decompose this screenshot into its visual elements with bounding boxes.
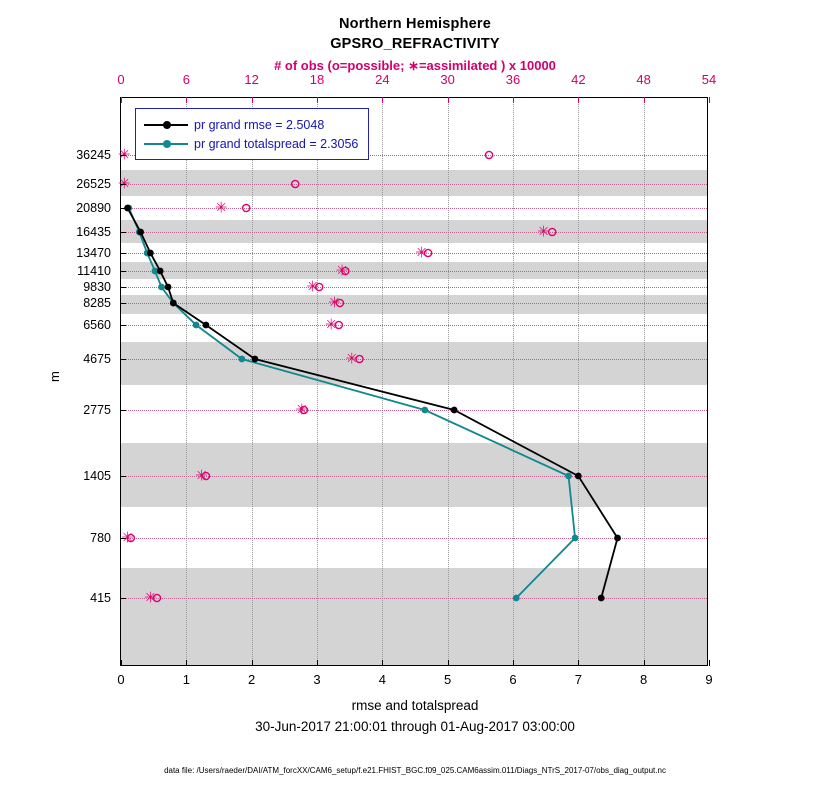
x-tick-label: 7 (574, 672, 582, 687)
assimilated-obs-marker: ✳ (537, 223, 550, 241)
top-x-tick-label: 36 (505, 72, 521, 87)
series-marker (451, 407, 458, 414)
y-tick-label: 9830 (83, 280, 111, 294)
series-line (129, 208, 575, 598)
y-tickmark (120, 232, 126, 233)
assimilated-obs-marker: ✳ (214, 199, 228, 217)
x-tickmark (382, 660, 383, 666)
y-tickmark (120, 208, 126, 209)
top-axis-label: # of obs (o=possible; ∗=assimilated ) x 10000 (274, 58, 556, 73)
series-marker (193, 322, 200, 329)
series-marker (238, 356, 245, 363)
x-tickmark (448, 660, 449, 666)
series-marker (147, 250, 154, 257)
assimilated-obs-marker: ✳ (144, 589, 157, 607)
series-marker (421, 407, 428, 414)
top-x-tick-label: 54 (701, 72, 717, 87)
y-tickmark (120, 410, 126, 411)
assimilated-obs-marker: ✳ (335, 262, 349, 280)
y-tickmark (120, 155, 126, 156)
y-tickmark (120, 287, 126, 288)
series-marker (157, 268, 164, 275)
assimilated-obs-marker: ✳ (306, 278, 319, 296)
top-x-tickmark (578, 97, 579, 103)
series-marker (572, 535, 579, 542)
top-x-tickmark (382, 97, 383, 103)
assimilated-obs-marker: ✳ (324, 316, 338, 334)
x-tick-label: 3 (313, 672, 321, 687)
assimilated-obs-marker: ✳ (195, 467, 208, 485)
series-marker (614, 535, 621, 542)
y-tick-label: 2775 (83, 403, 111, 417)
x-tick-label: 1 (182, 672, 190, 687)
top-x-tick-label: 24 (375, 72, 390, 87)
x-axis-label: rmse and totalspread (351, 698, 479, 713)
assimilated-obs-marker: ✳ (345, 350, 359, 368)
top-x-tick-label: 48 (636, 72, 651, 87)
top-x-tickmark (186, 97, 187, 103)
x-tick-label: 4 (378, 672, 386, 687)
x-tick-label: 2 (248, 672, 256, 687)
top-x-tick-label: 12 (244, 72, 259, 87)
chart-legend (135, 108, 369, 160)
x-tickmark (578, 660, 579, 666)
x-tickmark (709, 660, 710, 666)
series-marker (598, 595, 605, 602)
top-x-tickmark (448, 97, 449, 103)
y-tick-label: 36245 (76, 148, 111, 162)
y-tickmark (120, 253, 126, 254)
legend-item-rmse (144, 115, 358, 134)
title-line-2: GPSRO_REFRACTIVITY (330, 36, 500, 52)
y-tickmark (120, 359, 126, 360)
top-x-tickmark (709, 97, 710, 103)
possible-obs-marker (292, 180, 299, 187)
y-tick-label: 8285 (83, 296, 111, 310)
y-tickmark (120, 271, 126, 272)
legend-item-totalspread (144, 134, 358, 153)
assimilated-obs-marker: ✳ (295, 401, 309, 419)
top-x-tickmark (317, 97, 318, 103)
series-marker (158, 284, 165, 291)
assimilated-obs-marker: ✳ (415, 244, 428, 262)
chart-subtitle: 30-Jun-2017 21:00:01 through 01-Aug-2017 03:00:00 (255, 719, 575, 734)
series-marker (252, 356, 259, 363)
series-line (128, 208, 618, 598)
possible-obs-marker (485, 151, 492, 158)
y-tickmark (120, 303, 126, 304)
possible-obs-marker (243, 204, 250, 211)
top-x-tick-label: 18 (309, 72, 325, 87)
y-tick-label: 415 (90, 591, 111, 605)
series-marker (170, 300, 177, 307)
y-tick-label: 20890 (76, 201, 111, 215)
top-x-tick-label: 42 (571, 72, 586, 87)
assimilated-obs-marker: ✳ (117, 146, 131, 164)
y-axis-label: m (47, 371, 62, 382)
y-tickmark (120, 538, 126, 539)
y-tickmark (120, 184, 126, 185)
chart-title (0, 14, 830, 54)
title-line-1: Northern Hemisphere (338, 16, 492, 32)
top-x-tick-label: 6 (182, 72, 190, 87)
x-tickmark (186, 660, 187, 666)
top-x-tickmark (513, 97, 514, 103)
y-tick-label: 1405 (83, 469, 111, 483)
top-x-tickmark (121, 97, 122, 103)
data-file-note: data file: /Users/raeder/DAI/ATM_forcXX/CAM6_setup/f.e21.FHIST_BGC.f09_025.CAM6assim.011/Diags_NTrS_2017-07/obs_diag_output.nc (164, 766, 666, 775)
top-x-tickmark (252, 97, 253, 103)
series-marker (513, 595, 520, 602)
x-tick-label: 8 (640, 672, 648, 687)
series-marker (575, 473, 582, 480)
x-tick-label: 0 (117, 672, 125, 687)
x-tick-label: 6 (509, 672, 517, 687)
series-marker (137, 229, 144, 236)
series-marker (165, 284, 172, 291)
y-tick-label: 6560 (83, 318, 111, 332)
x-tickmark (513, 660, 514, 666)
series-marker (203, 322, 210, 329)
y-tick-label: 16435 (76, 225, 111, 239)
y-tickmark (120, 476, 126, 477)
legend-swatch-rmse (144, 118, 188, 132)
y-tickmark (120, 325, 126, 326)
x-tickmark (121, 660, 122, 666)
legend-label-rmse: pr grand rmse = 2.5048 (194, 117, 325, 132)
x-tick-label: 5 (444, 672, 452, 687)
x-tickmark (317, 660, 318, 666)
top-x-tick-label: 30 (440, 72, 455, 87)
assimilated-obs-marker: ✳ (121, 529, 134, 547)
x-tick-label: 9 (705, 672, 713, 687)
y-tick-label: 4675 (83, 352, 111, 366)
top-x-tick-label: 0 (117, 72, 125, 87)
y-tick-label: 780 (90, 531, 111, 545)
y-tick-label: 11410 (77, 264, 111, 278)
x-tickmark (252, 660, 253, 666)
series-layer (117, 98, 709, 667)
plot-area (76, 72, 717, 687)
legend-swatch-totalspread (144, 137, 188, 151)
series-marker (565, 473, 572, 480)
assimilated-obs-marker: ✳ (328, 294, 341, 312)
y-tick-label: 26525 (76, 177, 111, 191)
x-tickmark (644, 660, 645, 666)
y-tick-label: 13470 (76, 246, 111, 260)
legend-label-totalspread: pr grand totalspread = 2.3056 (194, 136, 359, 151)
y-tickmark (120, 598, 126, 599)
assimilated-obs-marker: ✳ (117, 175, 131, 193)
top-x-tickmark (644, 97, 645, 103)
